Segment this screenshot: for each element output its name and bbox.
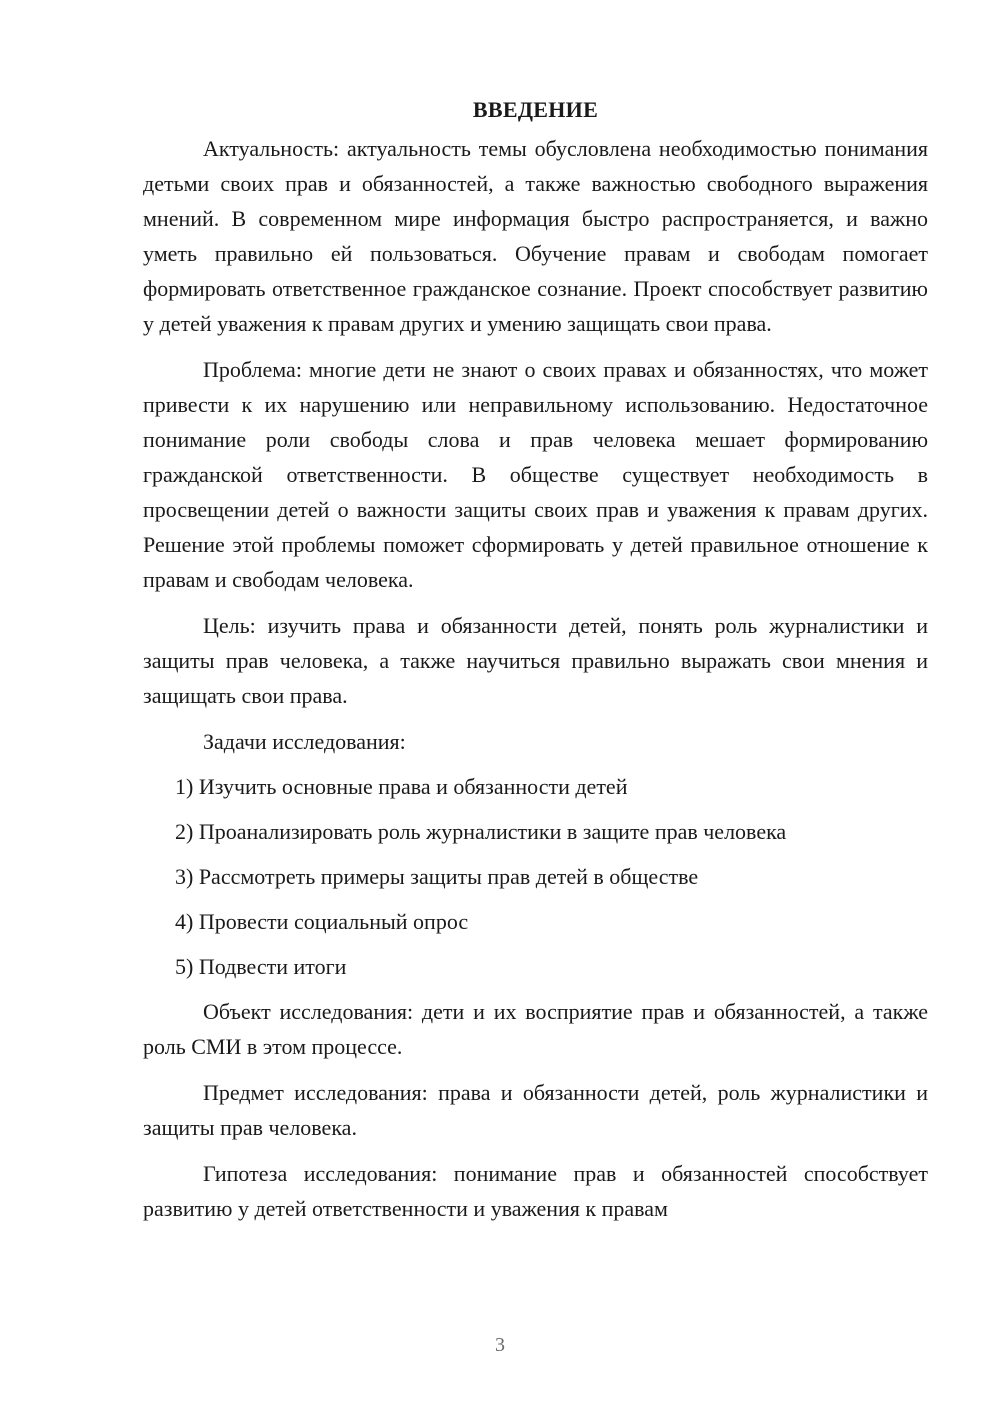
subject-paragraph: Предмет исследования: права и обязанности детей, роль журналистики и защиты прав человека.: [143, 1080, 928, 1140]
task-item: 2) Проанализировать роль журналистики в защите прав человека: [175, 819, 787, 844]
goal-paragraph: Цель: изучить права и обязанности детей, понять роль журналистики и защиты прав человека, а также научиться правильно выражать свои мнения и защищать свои права.: [143, 613, 928, 708]
task-item: 5) Подвести итоги: [175, 954, 347, 979]
task-item: 1) Изучить основные права и обязанности детей: [175, 774, 628, 799]
task-item: 4) Провести социальный опрос: [175, 909, 469, 934]
object-paragraph: Объект исследования: дети и их восприятие прав и обязанностей, а также роль СМИ в этом процессе.: [143, 999, 928, 1059]
problem-paragraph: Проблема: многие дети не знают о своих правах и обязанностях, что может привести к их нарушению или неправильному использованию. Недостаточное понимание роли свободы слова и прав человека мешает формированию гражданской ответственности. В обществе существует необходимость в просвещении детей о важности защиты своих прав и уважения к правам других. Решение этой проблемы поможет сформировать у детей правильное отношение к правам и свободам человека.: [143, 357, 928, 592]
tasks-list: [143, 769, 928, 984]
page-title: ВВЕДЕНИЕ: [472, 97, 599, 122]
hypothesis-paragraph: Гипотеза исследования: понимание прав и обязанностей способствует развитию у детей ответственности и уважения к правам: [143, 1161, 928, 1221]
page-number: 3: [495, 1334, 505, 1356]
task-item: 3) Рассмотреть примеры защиты прав детей в обществе: [175, 864, 699, 889]
tasks-heading: Задачи исследования:: [203, 729, 406, 754]
relevance-paragraph: Актуальность: актуальность темы обусловлена необходимостью понимания детьми своих прав и обязанностей, а также важностью свободного выражения мнений. В современном мире информация быстро распространяется, и важно уметь правильно ей пользоваться. Обучение правам и свободам помогает формировать ответственное гражданское сознание. Проект способствует развитию у детей уважения к правам других и умению защищать свои права.: [143, 136, 928, 336]
document-page: [143, 92, 928, 1237]
